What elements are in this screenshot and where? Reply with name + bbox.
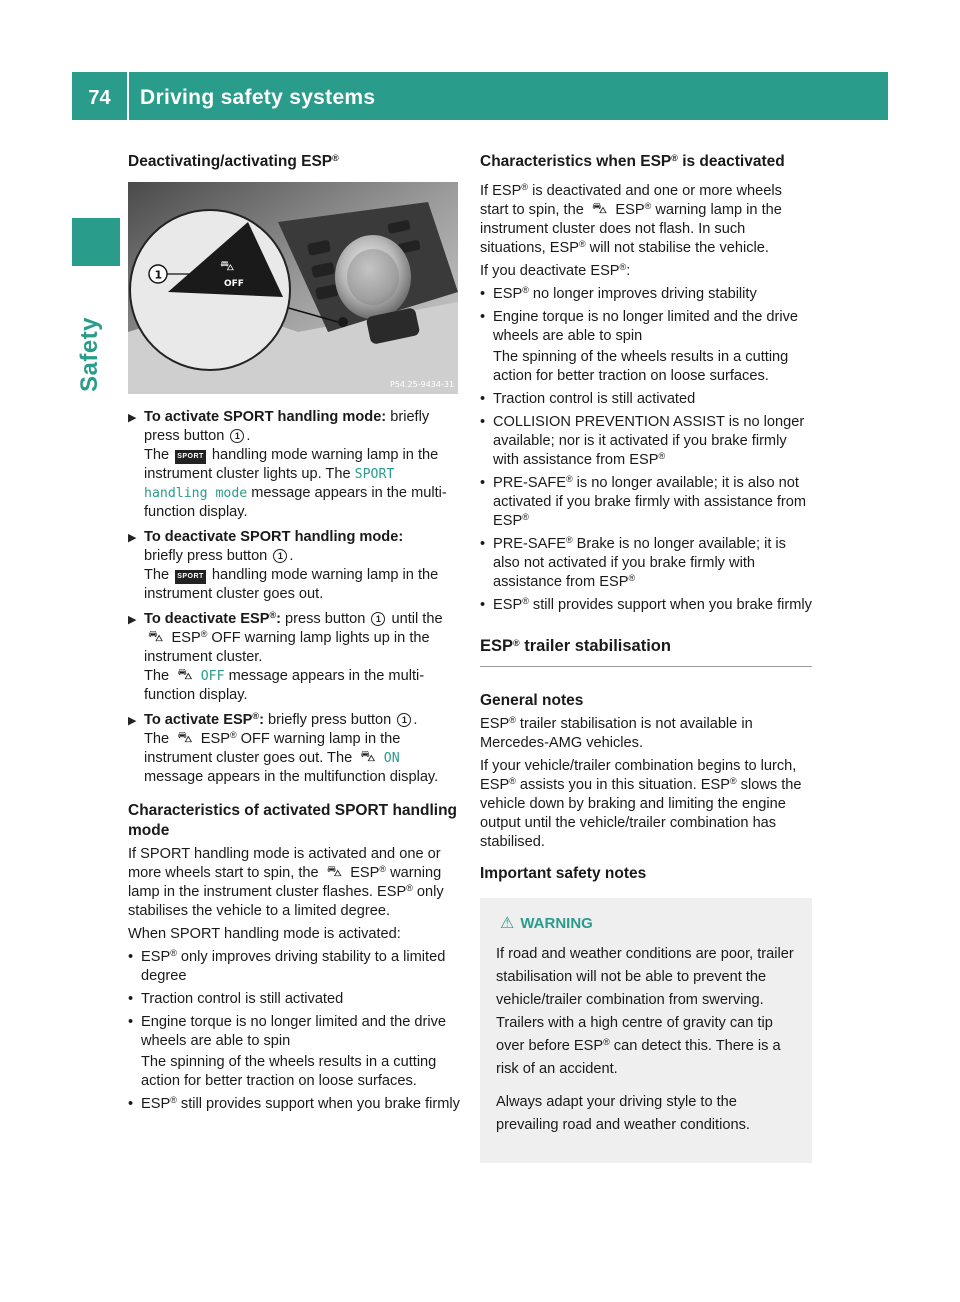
section-heading-sport-characteristics: Characteristics of activated SPORT handling mode — [128, 802, 458, 839]
section-heading-esp: Deactivating/activating ESP® — [128, 153, 339, 170]
page-number: 74 — [88, 87, 111, 109]
esp-off-icon: ⛍ — [177, 729, 193, 746]
paragraph: If your vehicle/trailer combination begins to lurch, ESP® assists you in this situation. ESP® slows the vehicle down by braking and limiting the engine output until the vehicle/trailer combination has stabilised. — [480, 758, 802, 850]
sport-icon: SPORT — [175, 570, 206, 584]
step-deactivate-sport: ▶ To deactivate SPORT handling mode: briefly press button 1 . The SPORT handling mode warning lamp in the instrument cluster goes out. — [128, 529, 439, 602]
step-arrow-icon: ▶ — [128, 412, 137, 424]
paragraph: If you deactivate ESP®: — [480, 262, 631, 279]
esp-button-photo — [128, 182, 458, 394]
esp-icon: ⛍ — [177, 666, 193, 683]
off-label: OFF — [224, 279, 244, 289]
section-label: Safety — [76, 316, 103, 392]
list-item: • ESP® still provides support when you brake firmly — [480, 596, 812, 615]
list-item: • PRE-SAFE® Brake is no longer available; it is also not activated if you brake firmly with assistance from ESP® — [480, 535, 812, 592]
sport-icon: SPORT — [175, 450, 206, 464]
button-1-icon: 1 — [230, 429, 244, 443]
display-message-sport: SPORT handling mode — [144, 467, 395, 501]
paragraph: When SPORT handling mode is activated: — [128, 926, 401, 942]
paragraph: If SPORT handling mode is activated and one or more wheels start to spin, the ⛍ ESP® warning lamp in the instrument cluster flashes. ESP® only stabilises the vehicle to a limited degree. — [128, 846, 444, 919]
step-arrow-icon: ▶ — [128, 614, 137, 626]
subheading-general-notes: General notes — [480, 692, 584, 709]
section-heading-trailer-stabilisation: ESP® trailer stabilisation — [480, 637, 671, 655]
list-item: • Traction control is still activated — [480, 390, 812, 409]
callout-1: 1 — [154, 268, 163, 282]
photo-ref-code: P54.25-9434-31 — [390, 380, 455, 389]
button-1-icon: 1 — [273, 549, 287, 563]
esp-icon: ⛍ — [360, 748, 376, 765]
list-item: • Traction control is still activated — [128, 990, 460, 1009]
paragraph: If ESP® is deactivated and one or more wheels start to spin, the ⛍ ESP® warning lamp in the instrument cluster does not flash. In such situations, ESP® will not stabilise the vehicle. — [480, 182, 782, 256]
bullet-list — [128, 948, 460, 1114]
list-item: • COLLISION PREVENTION ASSIST is no longer available; nor is it activated if you brake firmly with assistance from ESP® — [480, 413, 812, 470]
page-header — [72, 72, 888, 120]
list-item: • ESP® only improves driving stability to a limited degree — [128, 948, 460, 986]
list-item: • ESP® no longer improves driving stability — [480, 285, 812, 304]
display-message-on: ON — [383, 751, 400, 766]
list-item: • Engine torque is no longer limited and the drive wheels are able to spin The spinning of the wheels results in a cutting action for better traction on loose surfaces. — [480, 308, 812, 386]
bullet-list — [480, 285, 812, 615]
section-rule — [480, 635, 812, 667]
left-column — [128, 152, 460, 1118]
section-heading-esp-deactivated: Characteristics when ESP® is deactivated — [480, 153, 785, 170]
step-activate-esp: ▶ To activate ESP®: briefly press button 1 . The ⛍ ESP® OFF warning lamp in the instrument cluster goes out. The ⛍ ON message appears in the multifunction display. — [128, 711, 439, 785]
subheading-safety-notes: Important safety notes — [480, 865, 647, 882]
display-message-off: OFF — [200, 669, 225, 684]
warning-text: If road and weather conditions are poor, trailer stabilisation will not be able to prevent the vehicle/trailer combination from swerving. Trailers with a high centre of gravity can tip over before ESP® can detect this. There is a risk of an accident. — [496, 946, 794, 1077]
esp-icon: ⛍ — [591, 200, 608, 217]
step-arrow-icon: ▶ — [128, 715, 137, 727]
console-illustration — [128, 182, 458, 394]
warning-title: ⚠ WARNING — [496, 912, 796, 935]
list-item: • PRE-SAFE® is no longer available; it is also not activated if you brake firmly with assistance from ESP® — [480, 474, 812, 531]
step-deactivate-esp: ▶ To deactivate ESP®: press button 1 until the ⛍ ESP® OFF warning lamp lights up in the instrument cluster. The ⛍ OFF message appears in the multi-function display. — [128, 610, 443, 703]
step-arrow-icon: ▶ — [128, 532, 137, 544]
warning-triangle-icon: ⚠ — [500, 915, 515, 932]
list-item: • ESP® still provides support when you brake firmly — [128, 1095, 460, 1114]
button-1-icon: 1 — [371, 612, 385, 626]
step-activate-sport: ▶ To activate SPORT handling mode: briefly press button 1 . The SPORT handling mode warning lamp in the instrument cluster lights up. The SPORT handling mode message appears in the multi-function display. — [128, 409, 447, 520]
right-column — [480, 152, 812, 1163]
esp-off-icon: ⛍ — [148, 628, 164, 645]
header-divider — [127, 72, 129, 120]
car-skid-icon: ⛍ — [220, 258, 235, 274]
warning-box — [480, 898, 812, 1163]
paragraph: ESP® trailer stabilisation is not available in Mercedes-AMG vehicles. — [480, 715, 753, 751]
button-1-icon: 1 — [397, 713, 411, 727]
esp-icon: ⛍ — [326, 863, 343, 880]
warning-text: Always adapt your driving style to the prevailing road and weather conditions. — [496, 1094, 750, 1133]
chapter-title: Driving safety systems — [140, 86, 376, 109]
side-tab-block — [72, 218, 120, 266]
list-item: • Engine torque is no longer limited and the drive wheels are able to spin The spinning of the wheels results in a cutting action for better traction on loose surfaces. — [128, 1013, 460, 1091]
